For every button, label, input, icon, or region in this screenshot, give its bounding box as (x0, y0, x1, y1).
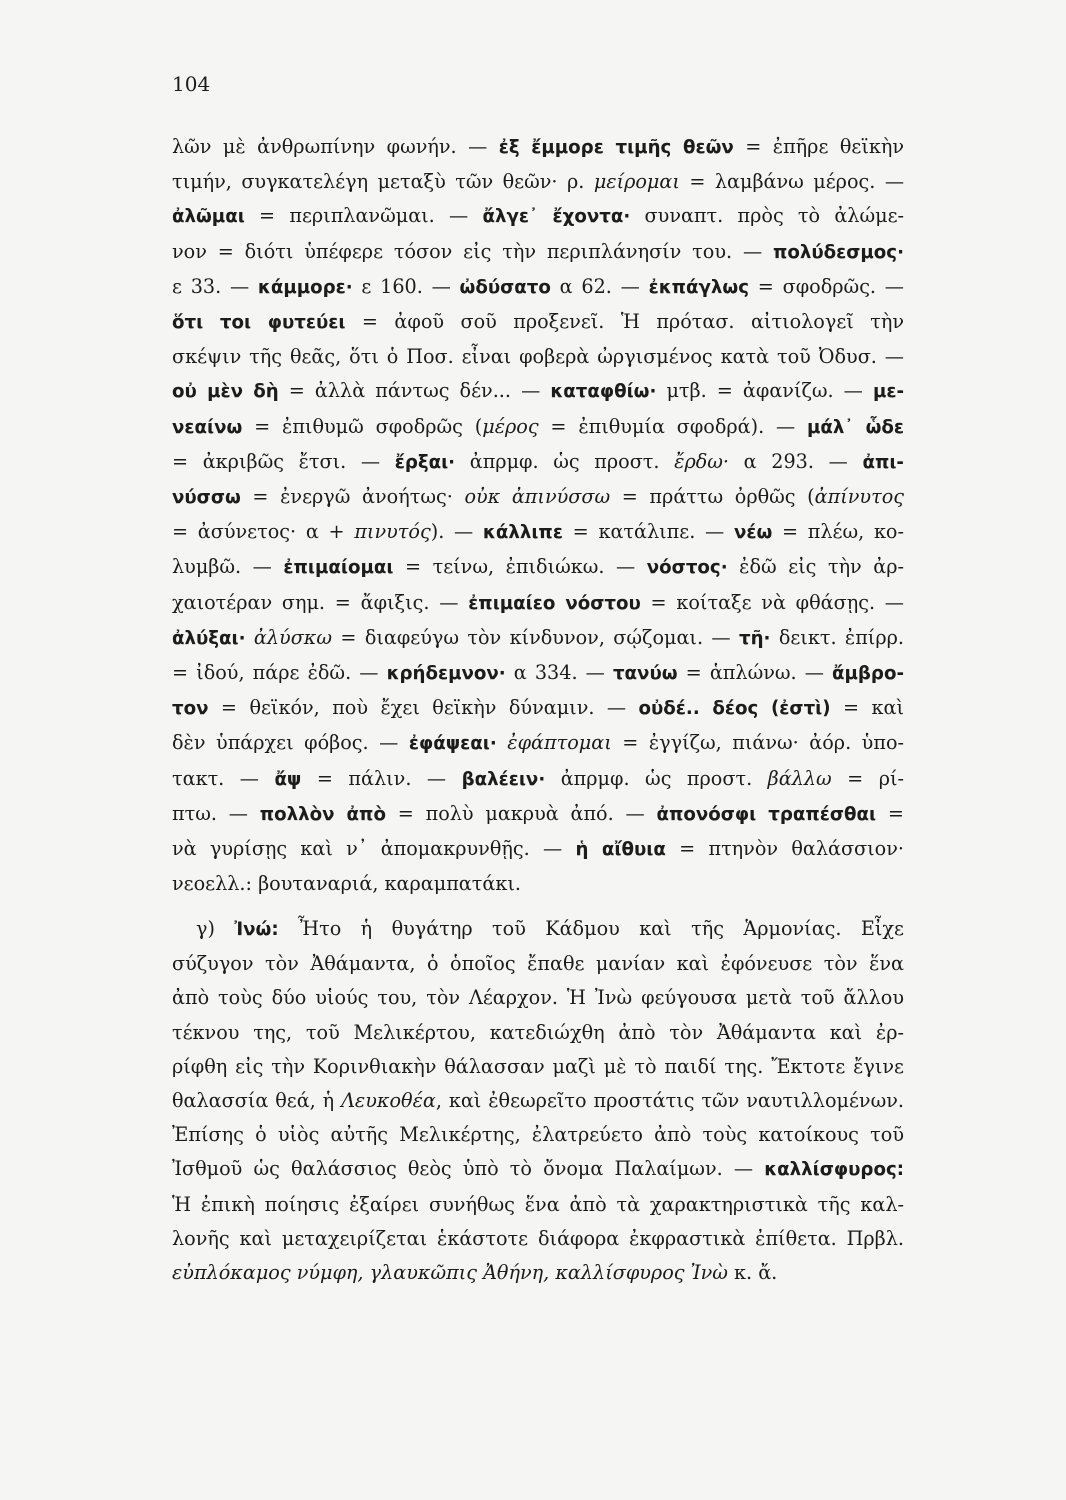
text-line: λονῆς καὶ μεταχειρίζεται ἑκάστοτε διάφορα ἐκφραστικὰ ἐπίθετα. Πρβλ. (172, 1226, 904, 1250)
text-line: τακτ. — ἄψ = πάλιν. — βαλέειν· ἀπρμφ. ὡς προστ. βάλλω = ρί- (172, 766, 905, 790)
text-line: χαιοτέραν σημ. = ἄφιξις. — ἐπιμαίεο νόστου = κοίταξε νὰ φθάσῃς. — (172, 590, 904, 614)
text-line: = ἀκριβῶς ἔτσι. — ἔρξαι· ἀπρμφ. ὡς προστ. ἔρδω· α 293. — ἀπι- (172, 449, 904, 473)
text-line: νεοελλ.: βουταναριά, καραμπατάκι. (172, 872, 521, 896)
text-line: ρίφθη εἰς τὴν Κορινθιακὴν θάλασσαν μαζὶ μὲ τὸ παιδί της. Ἔκτοτε ἔγινε (172, 1054, 904, 1078)
text-line: σύζυγον τὸν Ἀθάμαντα, ὁ ὁποῖος ἔπαθε μανίαν καὶ ἐφόνευσε τὸν ἕνα (172, 952, 904, 976)
text-line: νον = διότι ὑπέφερε τόσον εἰς τὴν περιπλάνησίν του. — πολύδεσμος· (172, 239, 904, 263)
text-line: τιμήν, συγκατελέγη μεταξὺ τῶν θεῶν· ρ. μείρομαι = λαμβάνω μέρος. — (172, 170, 905, 194)
text-line: νὰ γυρίσῃς καὶ ν᾽ ἀπομακρυνθῇς. — ἡ αἴθυια = πτηνὸν θαλάσσιον· (172, 837, 904, 861)
text-line: ἀλῶμαι = περιπλανῶμαι. — ἄλγε᾽ ἔχοντα· συναπτ. πρὸς τὸ ἀλώμε- (172, 204, 904, 228)
text-line: νύσσω = ἐνεργῶ ἀνοήτως· οὐκ ἀπινύσσω = πράττω ὀρθῶς (ἀπίνυτος (172, 485, 904, 509)
text-line: θαλασσία θεά, ἡ Λευκοθέα, καὶ ἐθεωρεῖτο προστάτις τῶν ναυτιλλομένων. (172, 1089, 904, 1113)
text-line: πτω. — πολλὸν ἀπὸ = πολὺ μακρυὰ ἀπό. — ἀπονόσφι τραπέσθαι = (172, 801, 904, 825)
text-line: δὲν ὑπάρχει φόβος. — ἐφάψεαι· ἐφάπτομαι = ἐγγίζω, πιάνω· ἀόρ. ὑπο- (172, 731, 904, 755)
text-line: οὐ μὲν δὴ = ἀλλὰ πάντως δέν... — καταφθίω· μτβ. = ἀφανίζω. — με- (172, 379, 904, 403)
text-line: νεαίνω = ἐπιθυμῶ σφοδρῶς (μέρος = ἐπιθυμία σφοδρά). — μάλ᾽ ὧδε (172, 414, 904, 438)
text-line: Ἐπίσης ὁ υἱὸς αὐτῆς Μελικέρτης, ἐλατρεύετο ἀπὸ τοὺς κατοίκους τοῦ (172, 1123, 904, 1147)
text-line: λυμβῶ. — ἐπιμαίομαι = τείνω, ἐπιδιώκω. — νόστος· ἐδῶ εἰς τὴν ἀρ- (172, 555, 904, 579)
glossary-notes (172, 130, 904, 901)
text-line: = ἀσύνετος· α + πινυτός). — κάλλιπε = κατάλιπε. — νέω = πλέω, κο- (172, 520, 904, 544)
text-line: ἀλύξαι· ἀλύσκω = διαφεύγω τὸν κίνδυνον, σῴζομαι. — τῆ· δεικτ. ἐπίρρ. (172, 625, 904, 649)
page-number: 104 (172, 72, 211, 96)
section-ino (172, 912, 904, 1290)
text-line: ὅτι τοι φυτεύει = ἀφοῦ σοῦ προξενεῖ. Ἡ πρότασ. αἰτιολογεῖ τὴν (172, 310, 905, 334)
text-line: ε 33. — κάμμορε· ε 160. — ὠδύσατο α 62. — ἐκπάγλως = σφοδρῶς. — (172, 274, 904, 298)
text-line: τον = θεϊκόν, ποὺ ἔχει θεϊκὴν δύναμιν. — οὐδέ.. δέος (ἐστὶ) = καὶ (172, 696, 904, 720)
text-line: τέκνου της, τοῦ Μελικέρτου, κατεδιώχθη ἀπὸ τὸν Ἀθάμαντα καὶ ἐρ- (172, 1020, 904, 1044)
text-line: γ) Ἰνώ: Ἦτο ἡ θυγάτηρ τοῦ Κάδμου καὶ τῆς Ἁρμονίας. Εἶχε (196, 917, 904, 940)
text-line: = ἰδού, πάρε ἐδῶ. — κρήδεμνον· α 334. — τανύω = ἁπλώνω. — ἄμβρο- (172, 661, 904, 685)
text-line: εὐπλόκαμος νύμφη, γλαυκῶπις Ἀθήνη, καλλίσφυρος Ἰνὼ κ. ἄ. (172, 1261, 778, 1285)
text-line: Ἡ ἐπικὴ ποίησις ἐξαίρει συνήθως ἕνα ἀπὸ τὰ χαρακτηριστικὰ τῆς καλ- (172, 1192, 904, 1216)
text-line: ἀπὸ τοὺς δύο υἱούς του, τὸν Λέαρχον. Ἡ Ἰνὼ φεύγουσα μετὰ τοῦ ἄλλου (172, 986, 904, 1010)
text-line: λῶν μὲ ἀνθρωπίνην φωνήν. — ἐξ ἔμμορε τιμῆς θεῶν = ἐπῆρε θεϊκὴν (172, 135, 905, 158)
text-line: σκέψιν τῆς θεᾶς, ὅτι ὁ Ποσ. εἶναι φοβερὰ ὠργισμένος κατὰ τοῦ Ὀδυσ. — (172, 345, 904, 369)
text-line: Ἰσθμοῦ ὡς θαλάσσιος θεὸς ὑπὸ τὸ ὄνομα Παλαίμων. — καλλίσφυρος: (172, 1157, 904, 1181)
